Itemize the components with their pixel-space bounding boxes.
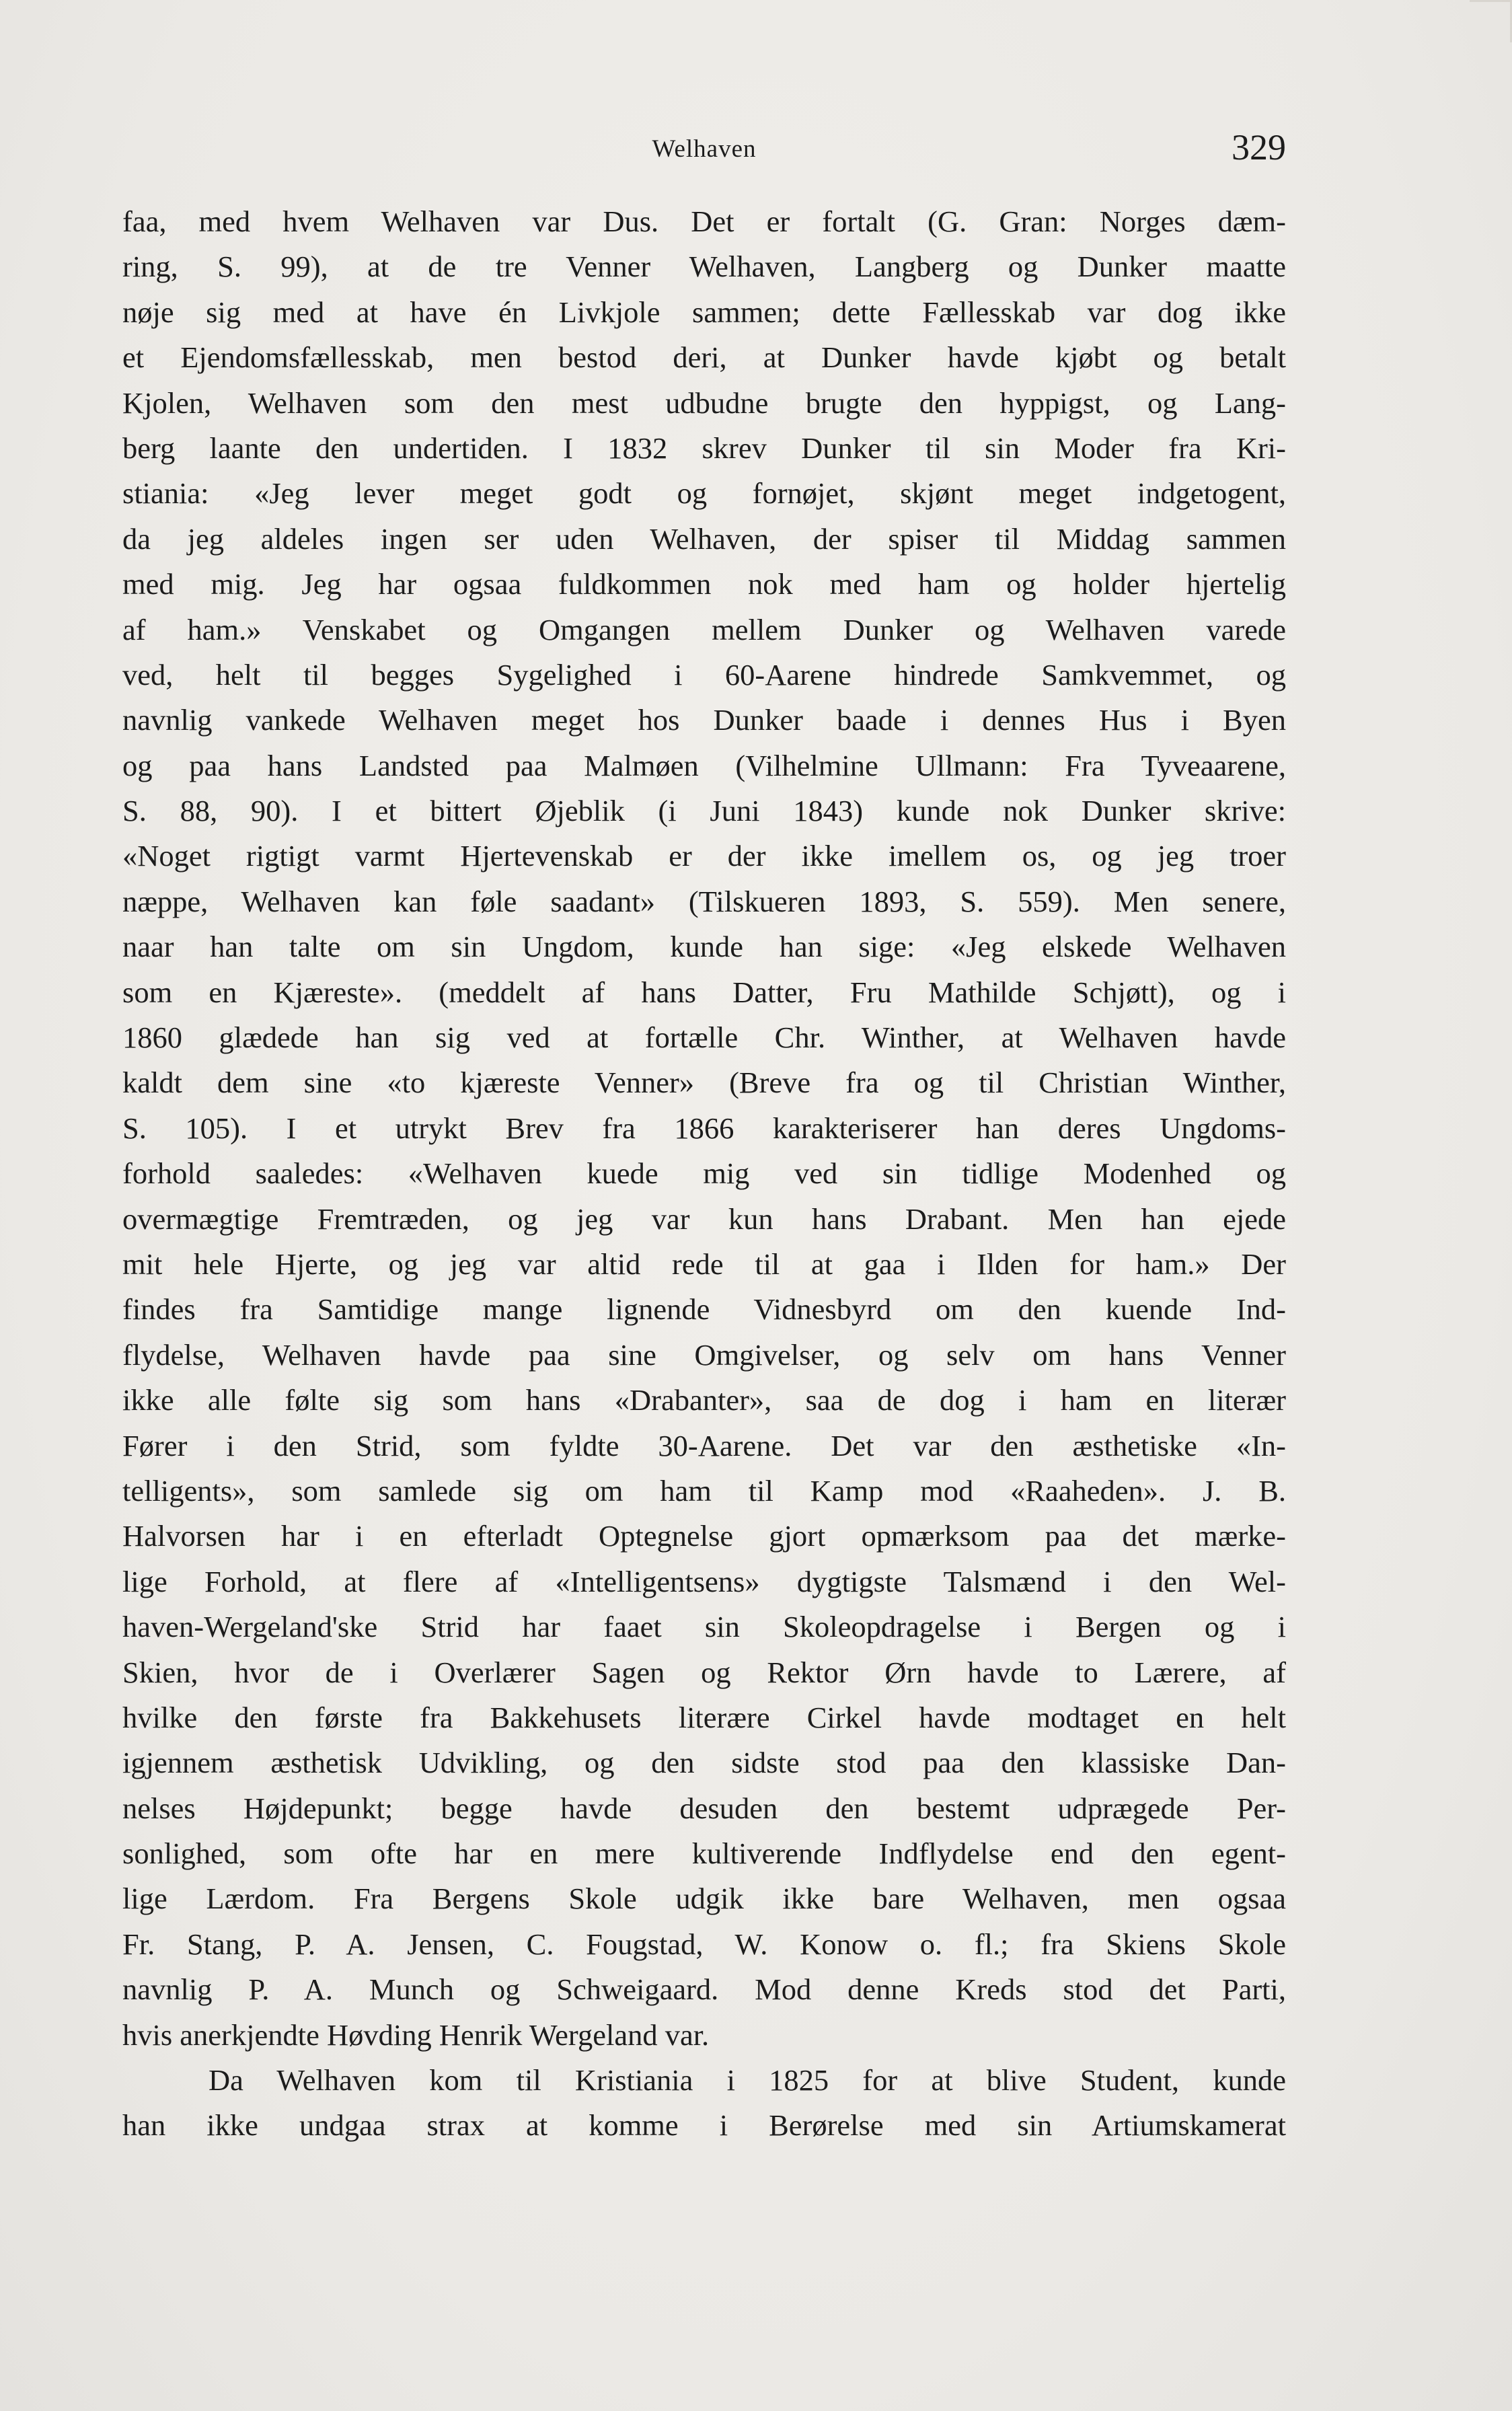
text-line: «Noget rigtigt varmt Hjertevenskab er der ikke imellem os, og jeg troer [122,839,1286,873]
text-line: nøje sig med at have én Livkjole sammen; dette Fællesskab var dog ikke [122,295,1286,329]
text-line: ved, helt til begges Sygelighed i 60-Aarene hindrede Samkvemmet, og [122,657,1286,692]
text-line: berg laante den undertiden. I 1832 skrev Dunker til sin Moder fra Kri- [122,431,1286,465]
text-line: mit hele Hjerte, og jeg var altid rede til at gaa i Ilden for ham.» Der [122,1247,1286,1281]
text-line: med mig. Jeg har ogsaa fuldkommen nok med ham og holder hjertelig [122,567,1286,601]
text-line: som en Kjæreste». (meddelt af hans Datter, Fru Mathilde Schjøtt), og i [122,975,1286,1009]
text-line: faa, med hvem Welhaven var Dus. Det er fortalt (G. Gran: Norges dæm- [122,205,1286,238]
text-line: stiania: «Jeg lever meget godt og fornøjet, skjønt meget indgetogent, [122,476,1286,511]
text-line: navnlig vankede Welhaven meget hos Dunker baade i dennes Hus i Byen [122,703,1286,737]
text-line: overmægtige Fremtræden, og jeg var kun hans Drabant. Men han ejede [122,1201,1286,1236]
paragraph-start-line: Da Welhaven kom til Kristiania i 1825 for at blive Student, kunde [209,2063,1286,2098]
text-line: haven-Wergeland'ske Strid har faaet sin Skoleopdragelse i Bergen og i [122,1610,1286,1644]
text-line: nelses Højdepunkt; begge havde desuden den bestemt udprægede Per- [122,1791,1286,1825]
text-line: lige Forhold, at flere af «Intelligentsens» dygtigste Talsmænd i den Wel- [122,1564,1286,1598]
text-line: han ikke undgaa strax at komme i Berørelse med sin Artiumskamerat [122,2108,1286,2143]
text-line: S. 105). I et utrykt Brev fra 1866 karakteriserer han deres Ungdoms- [122,1111,1286,1145]
text-line: Skien, hvor de i Overlærer Sagen og Rektor Ørn havde to Lærere, af [122,1655,1286,1689]
text-line: hvilke den første fra Bakkehusets literære Cirkel havde modtaget en helt [122,1700,1286,1734]
page-header [122,126,1286,180]
text-line: forhold saaledes: «Welhaven kuede mig ved sin tidlige Modenhed og [122,1156,1286,1191]
body-text [122,199,1286,2149]
text-line: da jeg aldeles ingen ser uden Welhaven, der spiser til Middag sammen [122,521,1286,556]
text-line: af ham.» Venskabet og Omgangen mellem Dunker og Welhaven varede [122,612,1286,646]
text-line: flydelse, Welhaven havde paa sine Omgivelser, og selv om hans Venner [122,1337,1286,1372]
text-line: sonlighed, som ofte har en mere kultiverende Indflydelse end den egent- [122,1837,1286,1871]
text-line: Fører i den Strid, som fyldte 30-Aarene. Det var den æsthetiske «In- [122,1428,1286,1462]
text-line: et Ejendomsfællesskab, men bestod deri, at Dunker havde kjøbt og betalt [122,340,1286,375]
text-line: navnlig P. A. Munch og Schweigaard. Mod denne Kreds stod det Parti, [122,1972,1286,2007]
text-line: Halvorsen har i en efterladt Optegnelse gjort opmærksom paa det mærke- [122,1519,1286,1553]
text-line: kaldt dem sine «to kjæreste Venner» (Breve fra og til Christian Winther, [122,1066,1286,1100]
text-line: ikke alle følte sig som hans «Drabanter», saa de dog i ham en literær [122,1383,1286,1417]
paragraph-end-line: hvis anerkjendte Høvding Henrik Wergeland var. [122,2017,710,2052]
text-line: Kjolen, Welhaven som den mest udbudne brugte den hyppigst, og Lang- [122,385,1286,420]
text-line: lige Lærdom. Fra Bergens Skole udgik ikke bare Welhaven, men ogsaa [122,1882,1286,1916]
page-corner-mark [1470,0,1512,42]
text-line: Fr. Stang, P. A. Jensen, C. Fougstad, W. Konow o. fl.; fra Skiens Skole [122,1927,1286,1961]
text-line: findes fra Samtidige mange lignende Vidnesbyrd om den kuende Ind- [122,1292,1286,1327]
text-line: næppe, Welhaven kan føle saadant» (Tilskueren 1893, S. 559). Men senere, [122,884,1286,918]
text-line: igjennem æsthetisk Udvikling, og den sidste stod paa den klassiske Dan- [122,1746,1286,1780]
text-line: naar han talte om sin Ungdom, kunde han sige: «Jeg elskede Welhaven [122,930,1286,964]
text-line: telligents», som samlede sig om ham til Kamp mod «Raaheden». J. B. [122,1473,1286,1508]
text-line: og paa hans Landsted paa Malmøen (Vilhelmine Ullmann: Fra Tyveaarene, [122,748,1286,782]
text-line: 1860 glædede han sig ved at fortælle Chr. Winther, at Welhaven havde [122,1021,1286,1055]
page-number: 329 [1232,127,1286,168]
text-line: S. 88, 90). I et bittert Øjeblik (i Juni 1843) kunde nok Dunker skrive: [122,794,1286,828]
running-title: Welhaven [652,135,757,163]
text-line: ring, S. 99), at de tre Venner Welhaven, Langberg og Dunker maatte [122,250,1286,284]
